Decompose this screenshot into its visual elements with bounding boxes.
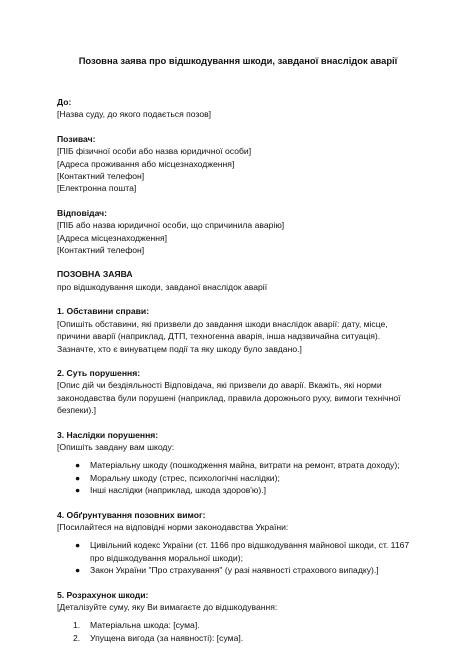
list-item	[57, 472, 419, 484]
plaintiff-address: [Адреса проживання або місцезнаходження]	[57, 158, 235, 169]
section-violation	[57, 367, 419, 417]
defendant-address: [Адреса місцезнаходження]	[57, 232, 168, 243]
section-heading: 2. Суть порушення:	[57, 367, 141, 378]
section-text-line: [Опишіть обставини, які призвели до завдання шкоди внаслідок аварії: дату, місце,	[57, 318, 388, 329]
list-item	[57, 619, 419, 631]
claim-title: ПОЗОВНА ЗАЯВА	[57, 269, 133, 280]
section-intro: [Посилайтеся на відповідні норми законодавства України:	[57, 521, 289, 532]
list-number: 1.	[73, 620, 81, 631]
plaintiff-label: Позивач:	[57, 133, 96, 144]
section-text-line: Зазначте, хто є винуватцем події та яку шкоду було завдано.]	[57, 343, 302, 354]
section-heading: 1. Обставини справи:	[57, 306, 150, 317]
defendant-phone: [Контактний телефон]	[57, 245, 145, 256]
defendant-label: Відповідач:	[57, 207, 108, 218]
list-item	[57, 632, 419, 644]
list-item-text: Матеріальна шкода: [сума].	[90, 620, 200, 631]
section-heading: 4. Обґрунтування позовних вимог:	[57, 509, 206, 520]
list-item-text: про відшкодування моральної шкоди);	[90, 552, 243, 563]
list-item-text: Інші наслідки (наприклад, шкода здоров'ю).]	[90, 485, 267, 496]
document-title: Позовна заява про відшкодування шкоди, завданої внаслідок аварії	[78, 55, 398, 66]
section-intro: [Деталізуйте суму, яку Ви вимагаєте до відшкодування:	[57, 602, 278, 612]
to-label: До:	[57, 97, 72, 107]
section-text-line: законодавства були порушені (наприклад, правила дорожнього руху, вимоги технічної	[57, 392, 401, 403]
list-item-text: Цивільний кодекс України (ст. 1166 про відшкодування майнової шкоди, ст. 1167	[90, 540, 410, 551]
list-item-text: Закон України "Про страхування" (у разі наявності страхового випадку).]	[90, 565, 379, 576]
bullet-icon: ●	[75, 485, 81, 496]
bullet-icon: ●	[75, 565, 81, 576]
list-number: 2.	[73, 632, 81, 643]
section-justification	[57, 509, 419, 577]
document-content	[57, 55, 419, 656]
claim-subtitle: про відшкодування шкоди, завданої внаслідок аварії	[57, 281, 268, 292]
court-name: [Назва суду, до якого подається позов]	[57, 109, 212, 120]
section-text-line: [Опис дій чи бездіяльності Відповідача, які призвели до аварії. Вкажіть, які норми	[57, 380, 382, 391]
section-calculation	[57, 589, 419, 645]
list-item	[57, 484, 419, 496]
plaintiff-block	[57, 133, 419, 195]
plaintiff-email: [Електронна пошта]	[57, 183, 137, 194]
list-item	[57, 459, 419, 471]
list-item-text: Матеріальну шкоду (пошкодження майна, витрати на ремонт, втрата доходу);	[90, 460, 400, 471]
damages-list	[57, 619, 419, 644]
bullet-icon: ●	[75, 472, 81, 483]
section-text-line: безпеки).]	[57, 405, 96, 416]
to-block	[57, 96, 419, 121]
section-consequences	[57, 429, 419, 497]
section-intro: [Опишіть завдану вам шкоду:	[57, 441, 175, 452]
list-item-text: Моральну шкоду (стрес, психологічні наслідки);	[90, 472, 280, 483]
list-item-text: Упущена вигода (за наявності): [сума].	[90, 632, 244, 643]
laws-list	[57, 539, 419, 576]
bullet-icon: ●	[75, 460, 81, 471]
defendant-name: [ПІБ або назва юридичної особи, що спричинила аварію]	[57, 220, 285, 231]
claim-title-block	[57, 268, 419, 293]
bullet-icon: ●	[75, 540, 81, 551]
plaintiff-phone: [Контактний телефон]	[57, 171, 145, 182]
section-circumstances	[57, 305, 419, 355]
plaintiff-name: [ПІБ фізичної особи або назва юридичної особи]	[57, 146, 252, 157]
list-item	[57, 564, 419, 576]
section-heading: 3. Наслідки порушення:	[57, 429, 159, 440]
section-heading: 5. Розрахунок шкоди:	[57, 589, 149, 600]
consequences-list	[57, 459, 419, 496]
defendant-block	[57, 207, 419, 257]
list-item	[57, 539, 419, 564]
section-text-line: причини аварії (наприклад, ДТП, техногенна аварія, інша надзвичайна ситуація).	[57, 331, 381, 342]
